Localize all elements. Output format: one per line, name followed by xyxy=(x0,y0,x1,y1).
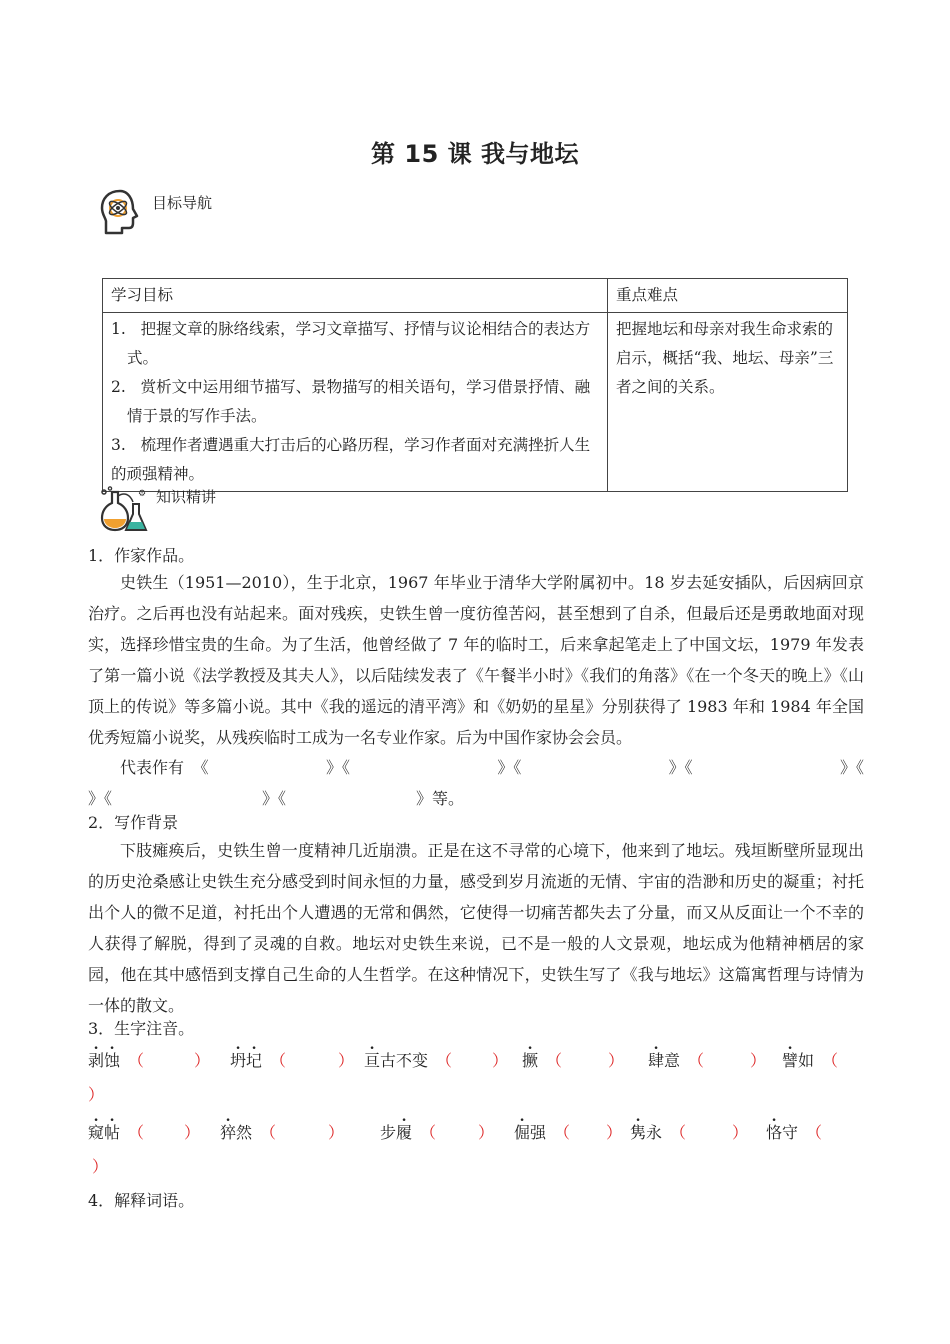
author-paragraph: 史铁生（1951—2010），生于北京，1967 年毕业于清华大学附属初中。18 岁去延安插队，后因病回京治疗。之后再也没有站起来。面对残疾，史铁生曾一度彷徨苦闷，甚至想到了自杀，但最后还是勇敢地面对现实，选择珍惜宝贵的生命。为了生活，他曾经做了 7 年的临时工，后来拿起笔走上了中国文坛，1979 年发表了第一篇小说《法学教授及其夫人》，以后陆续发表了《午餐半小时》《我们的角落》《在一个冬天的晚上》《山顶上的传说》等多篇小说。其中《我的遥远的清平湾》和《奶奶的星星》分别获得了 1983 年和 1984 年全国优秀短篇小说奖，从残疾临时工成为一名专业作家。后为中国作家协会会员。 xyxy=(88,573,864,747)
goal-item: 2. 赏析文中运用细节描写、景物描写的相关语句，学习借景抒情、融情于景的写作手法。 xyxy=(111,378,591,425)
section4-heading: 4．解释词语。 xyxy=(88,1191,195,1210)
nav-label: 目标导航 xyxy=(152,194,213,212)
section2-heading: 2．写作背景 xyxy=(88,813,179,832)
pinyin-blank[interactable]: （ ） xyxy=(128,1123,201,1142)
pinyin-blank[interactable]: （ ） xyxy=(546,1051,625,1070)
goals-table xyxy=(102,278,848,492)
pinyin-item: 恪守 xyxy=(766,1123,799,1142)
works-blanks: 代表作有 《 》《 》《 》《 》《 》《 》《 》等。 xyxy=(88,752,864,814)
knowledge-label: 知识精讲 xyxy=(156,488,217,506)
pinyin-item: 猝然 xyxy=(220,1123,253,1142)
pinyin-item: 譬如 xyxy=(782,1051,815,1070)
pinyin-blank-close[interactable]: ） xyxy=(88,1085,105,1104)
page-title: 第 15 课 我与地坛 xyxy=(371,140,579,168)
pinyin-blank-close[interactable]: ） xyxy=(92,1157,109,1176)
pinyin-blank[interactable]: （ ） xyxy=(128,1051,211,1070)
section1-heading: 1．作家作品。 xyxy=(88,546,195,565)
pinyin-blank[interactable]: （ ） xyxy=(554,1123,623,1142)
pinyin-item: 倔强 xyxy=(514,1123,547,1142)
pinyin-blank[interactable]: （ ） xyxy=(670,1123,749,1142)
flask-icon xyxy=(100,486,148,532)
pinyin-item: 步履 xyxy=(380,1123,413,1142)
pinyin-blank[interactable]: （ ） xyxy=(260,1123,345,1142)
pinyin-item: 窥帖 xyxy=(88,1123,121,1142)
goal-item: 1. 把握文章的脉络线索，学习文章描写、抒情与议论相结合的表达方式。 xyxy=(111,320,591,367)
pinyin-item: 剥蚀 xyxy=(88,1051,121,1070)
pinyin-item: 亘古不变 xyxy=(364,1051,429,1070)
keypoints-cell: 把握地坛和母亲对我生命求索的启示，概括“我、地坛、母亲”三者之间的关系。 xyxy=(608,313,848,492)
pinyin-item: 肆意 xyxy=(648,1051,681,1070)
pinyin-blank-open[interactable]: （ xyxy=(822,1051,839,1070)
pinyin-item: 隽永 xyxy=(630,1123,663,1142)
section3-heading: 3．生字注音。 xyxy=(88,1019,195,1038)
pinyin-blank-open[interactable]: （ xyxy=(806,1123,823,1142)
pinyin-item: 撅 xyxy=(522,1051,539,1070)
goal-item: 3. 梳理作者遭遇重大打击后的心路历程，学习作者面对充满挫折人生的顽强精神。 xyxy=(111,436,591,483)
keypoints-header: 重点难点 xyxy=(608,279,848,313)
background-paragraph: 下肢瘫痪后，史铁生曾一度精神几近崩溃。正是在这不寻常的心境下，他来到了地坛。残垣断壁所显现出的历史沧桑感让史铁生充分感受到时间永恒的力量，感受到岁月流逝的无情、宇宙的浩渺和历史的凝重；衬托出个人的微不足道，衬托出个人遭遇的无常和偶然，它使得一切痛苦都失去了分量，而又从反面让一个不幸的人获得了解脱，得到了灵魂的自救。地坛对史铁生来说，已不是一般的人文景观，地坛成为他精神栖居的家园，他在其中感悟到支撑自己生命的人生哲学。在这种情况下，史铁生写了《我与地坛》这篇寓哲理与诗情为一体的散文。 xyxy=(88,841,864,1015)
pinyin-blank[interactable]: （ ） xyxy=(688,1051,767,1070)
works-prefix: 代表作有 xyxy=(120,758,185,777)
goals-header: 学习目标 xyxy=(103,279,608,313)
works-suffix: 等。 xyxy=(432,789,465,808)
pinyin-item: 坍圮 xyxy=(230,1051,263,1070)
goals-cell xyxy=(103,313,608,492)
head-brain-icon xyxy=(98,188,142,236)
pinyin-blank[interactable]: （ ） xyxy=(270,1051,355,1070)
pinyin-blank[interactable]: （ ） xyxy=(436,1051,509,1070)
pinyin-blank[interactable]: （ ） xyxy=(420,1123,495,1142)
svg-text:⚙: ⚙ xyxy=(138,489,147,499)
